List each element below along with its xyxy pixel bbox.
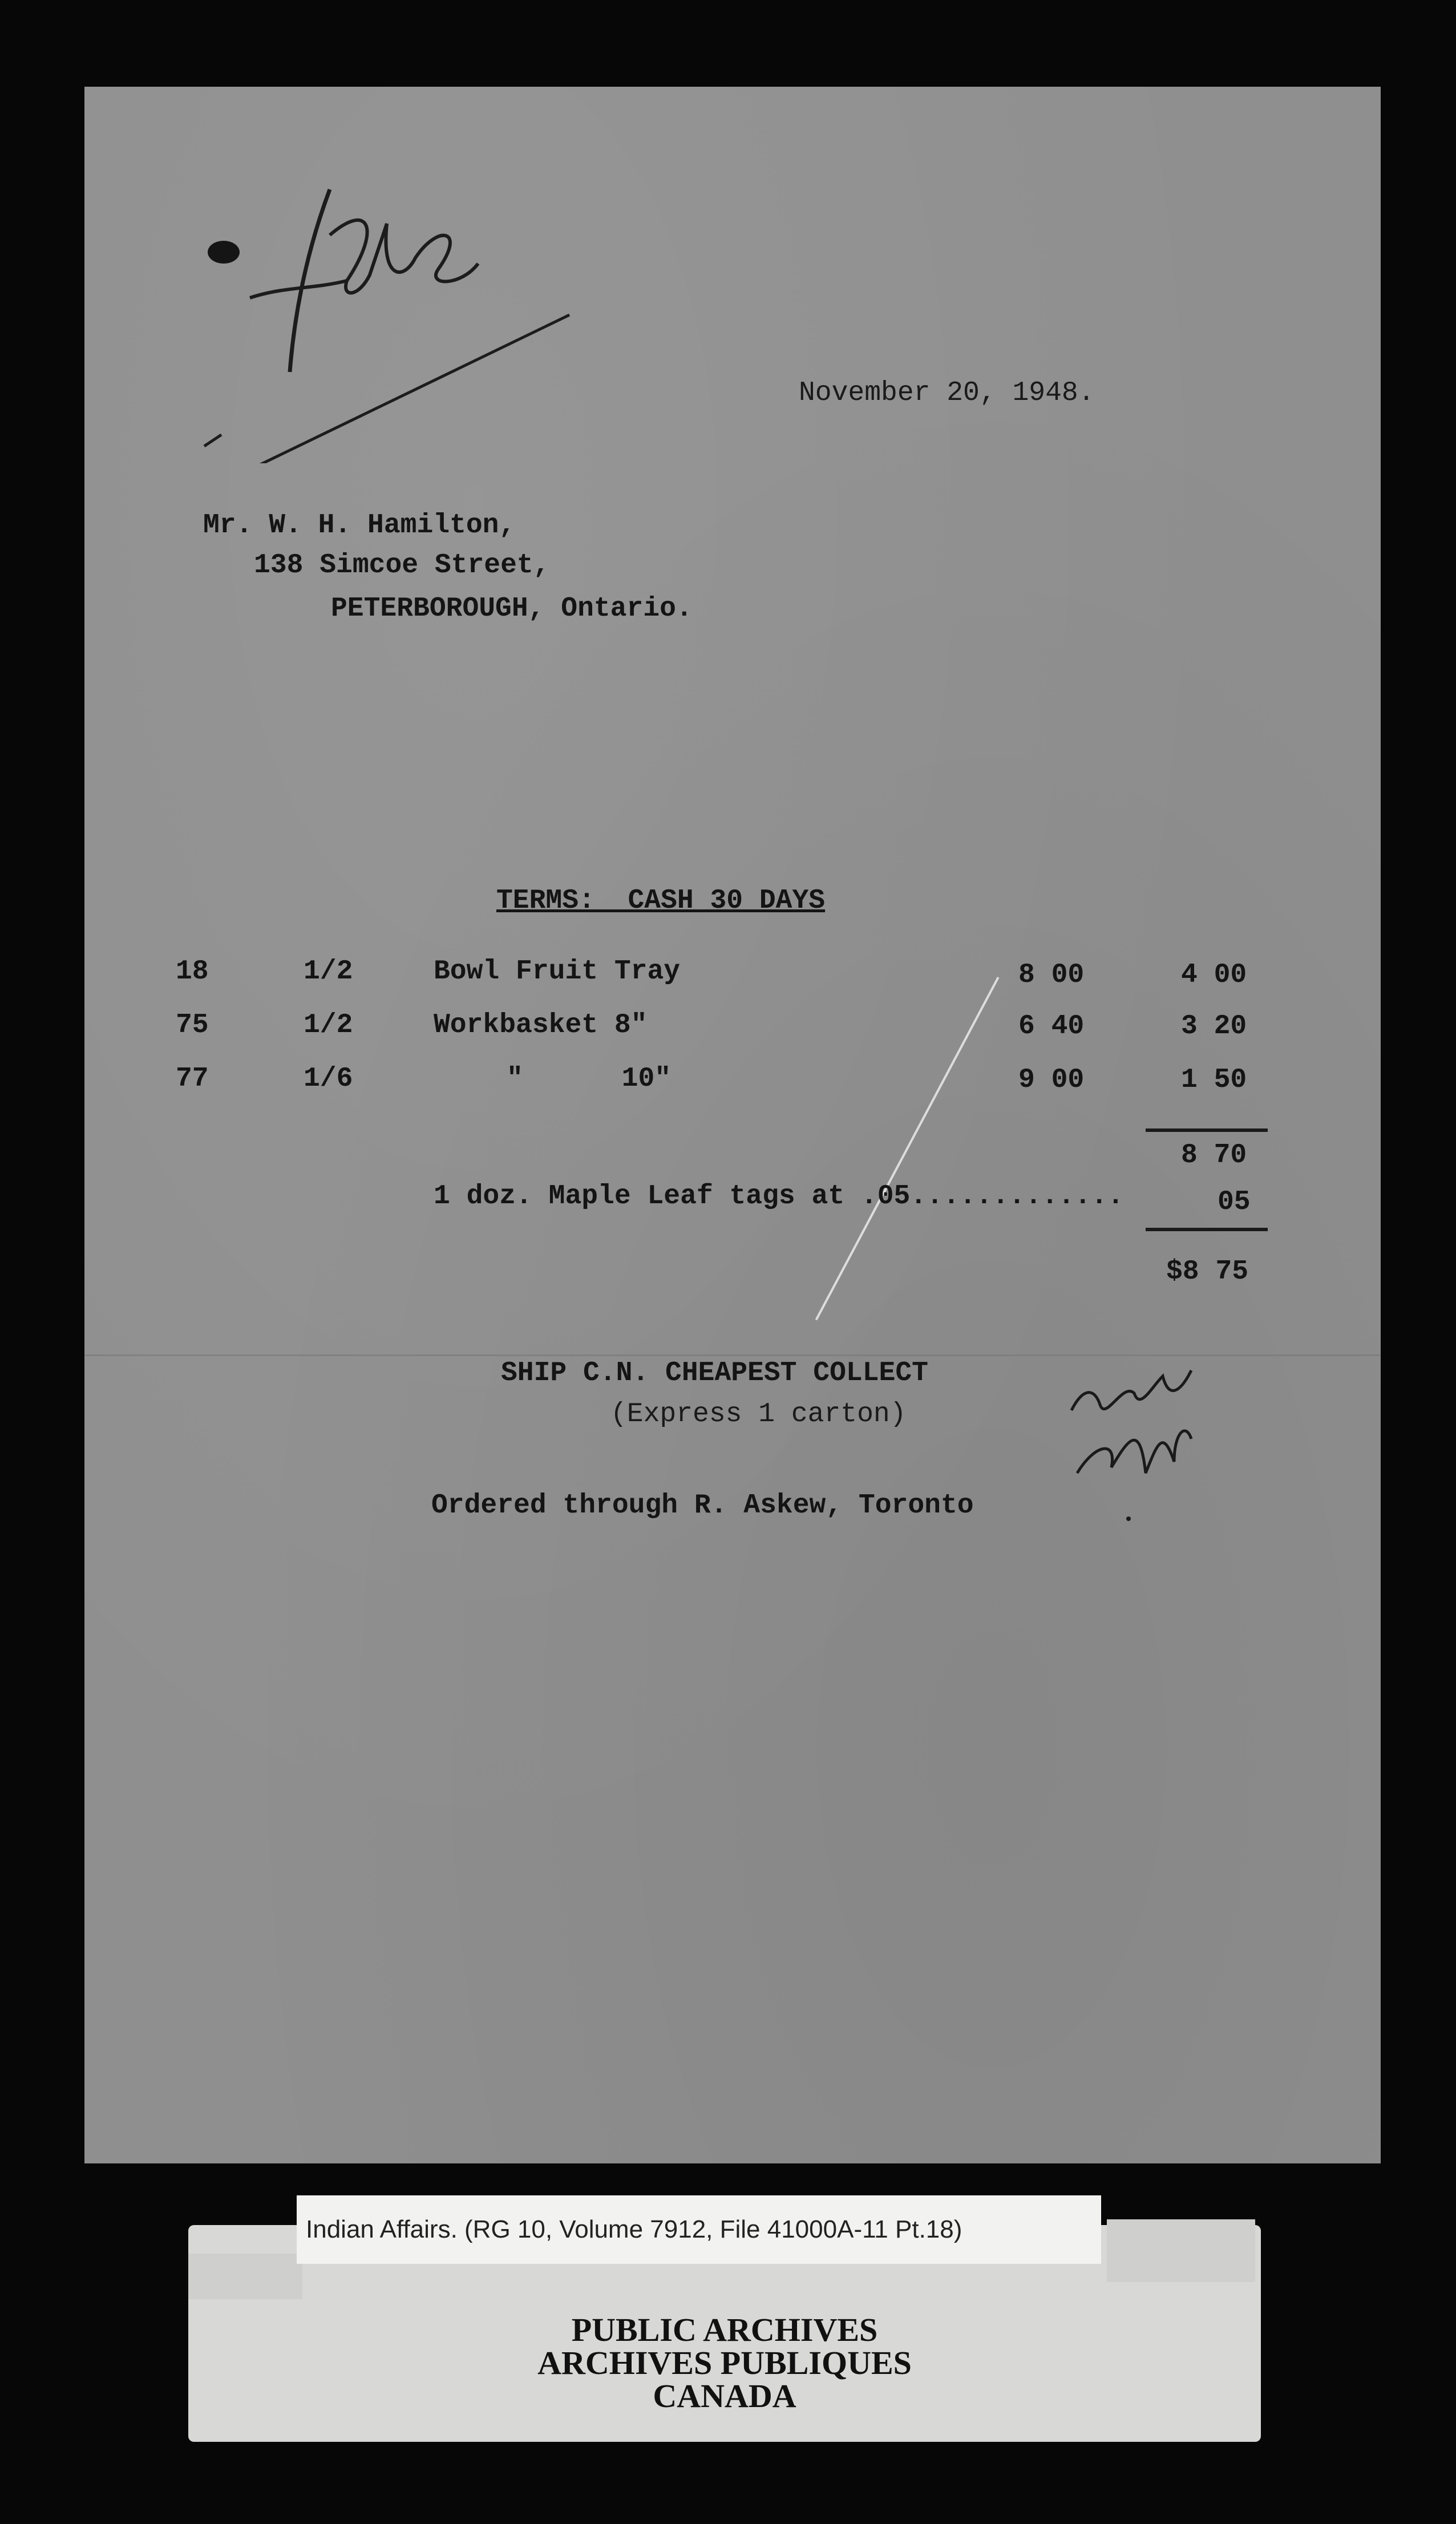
tags-amount: 05: [1218, 1187, 1251, 1217]
item-description: " 10": [507, 1063, 672, 1094]
item-description: Bowl Fruit Tray: [434, 956, 681, 987]
stamp-line-canada: CANADA: [653, 2377, 796, 2414]
item-number: 75: [176, 1010, 209, 1041]
item-amount: 4 00: [1181, 960, 1247, 990]
tags-line: 1 doz. Maple Leaf tags at .05.............: [434, 1181, 1124, 1212]
film-scratch: [815, 977, 1000, 1320]
total-rule: [1146, 1228, 1268, 1231]
letter-date: November 20, 1948.: [799, 378, 1095, 408]
item-amount: 3 20: [1181, 1011, 1247, 1042]
shipping-instruction: SHIP C.N. CHEAPEST COLLECT: [501, 1358, 928, 1389]
item-description: Workbasket 8": [434, 1010, 648, 1041]
item-amount: 1 50: [1181, 1065, 1247, 1095]
handwritten-file-note: [199, 167, 609, 463]
recipient-city: PETERBOROUGH, Ontario.: [331, 593, 693, 624]
item-unit-price: 8 00: [1018, 960, 1085, 990]
item-quantity: 1/6: [304, 1063, 353, 1094]
total-amount: $8 75: [1166, 1256, 1249, 1287]
item-number: 18: [176, 956, 209, 987]
subtotal-rule: [1146, 1128, 1268, 1132]
recipient-street: 138 Simcoe Street,: [254, 550, 550, 581]
stamp-line-public-archives: PUBLIC ARCHIVES: [571, 2311, 878, 2348]
letter-page: [84, 87, 1381, 2163]
stamp-tab-right: [1107, 2219, 1255, 2282]
item-quantity: 1/2: [304, 1010, 353, 1041]
item-number: 77: [176, 1063, 209, 1094]
archive-reference-label: Indian Affairs. (RG 10, Volume 7912, File 41000A-11 Pt.18): [297, 2195, 1101, 2264]
stamp-line-archives-publiques: ARCHIVES PUBLIQUES: [537, 2344, 912, 2381]
item-unit-price: 9 00: [1018, 1065, 1085, 1095]
recipient-name: Mr. W. H. Hamilton,: [203, 510, 516, 541]
subtotal-amount: 8 70: [1181, 1140, 1247, 1171]
payment-terms: TERMS: CASH 30 DAYS: [496, 885, 826, 916]
item-unit-price: 6 40: [1018, 1011, 1085, 1042]
shipping-note: (Express 1 carton): [610, 1399, 907, 1430]
item-quantity: 1/2: [304, 956, 353, 987]
handwritten-margin-note: [1060, 1330, 1231, 1536]
stamp-tab-left: [188, 2254, 302, 2299]
ink-blot: [208, 241, 240, 264]
ordered-through: Ordered through R. Askew, Toronto: [431, 1490, 974, 1521]
